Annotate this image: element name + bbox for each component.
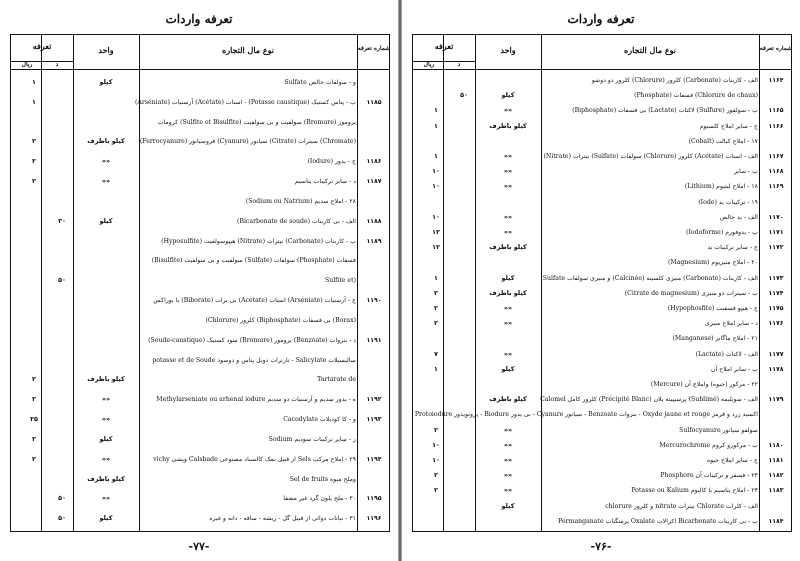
table-row bbox=[11, 251, 389, 271]
item-description: الف - بی کاربنات (Bicarbonate de soude) bbox=[236, 217, 356, 225]
unit-cell: کیلو bbox=[501, 91, 515, 100]
table-row bbox=[11, 450, 389, 470]
item-description: ب - مرکورو کروم Mercurochrome bbox=[659, 441, 758, 449]
tariff-number: ۱۱۸۸ bbox=[366, 217, 382, 225]
tariff-number: ۱۱۸۵ bbox=[366, 98, 382, 106]
table-row bbox=[11, 212, 389, 232]
item-description: الف - کاربنات (Carbonate) کلرور (Chlorure) کلرور دو دوشو bbox=[591, 77, 758, 84]
unit-cell: »» bbox=[503, 106, 513, 115]
item-description: ب - سایر bbox=[733, 168, 758, 176]
rial-cell: ۲ bbox=[434, 288, 438, 297]
table-row bbox=[413, 103, 791, 118]
unit-header: واحد bbox=[98, 45, 114, 55]
rial-cell: ۱۰ bbox=[432, 182, 440, 191]
table-row bbox=[11, 331, 389, 351]
tariff-number: ۱۱۹۲ bbox=[366, 396, 382, 404]
table-row bbox=[11, 172, 389, 192]
table-row bbox=[413, 407, 791, 422]
item-description: ج - هیپو فسفیت (Hypophosfite) bbox=[667, 305, 758, 312]
page-number: -۷۶- bbox=[590, 540, 612, 553]
tariff-number: ۱۱۸۷ bbox=[366, 178, 382, 186]
unit-cell: کیلو bbox=[501, 501, 515, 510]
page-title: تعرفه واردات bbox=[165, 12, 233, 26]
rial-cell: ۱ bbox=[434, 364, 438, 373]
item-description: (Sulfite et bbox=[324, 277, 356, 285]
description-header: نوع مال التجاره bbox=[222, 45, 274, 55]
table-row bbox=[413, 468, 791, 483]
unit-cell: »» bbox=[503, 440, 513, 449]
rial-cell: ۷ bbox=[434, 349, 438, 358]
item-description: برومور (Bromure) سولفیت و بی سولفیت (Sulfite et Bisulfite) کرومات bbox=[157, 118, 356, 126]
rial-cell: ۱۰ bbox=[432, 456, 440, 464]
item-description: سالیسیلات Salicylate - تارترات دوبل پتاس و دوسود potasse et de Soude bbox=[152, 356, 356, 364]
item-description: ۲۲ - مرکور (جیوه) واملاح آن (Mercure) bbox=[650, 381, 758, 388]
table-row bbox=[413, 453, 791, 468]
unit-cell: کیلو باظرف bbox=[489, 243, 527, 252]
dinar-cell: ۳۰ bbox=[58, 216, 66, 225]
unit-cell: »» bbox=[503, 228, 513, 236]
table-row bbox=[11, 93, 389, 113]
item-description: ج - سایر ترکیبات ید bbox=[707, 244, 758, 252]
table-row bbox=[11, 430, 389, 450]
tariff-number: ۱۱۷۲ bbox=[768, 244, 784, 252]
table-row bbox=[11, 232, 389, 252]
tariff-number: ۱۱۷۶ bbox=[768, 320, 784, 328]
table-row bbox=[11, 192, 389, 212]
rial-cell: ۲ bbox=[434, 471, 438, 480]
table-row bbox=[11, 291, 389, 311]
item-description: ۳۱ - نباتات دوائی از قبیل گل - ریشه - ساقه - دانه و غیره bbox=[209, 515, 356, 523]
table-row bbox=[413, 377, 791, 392]
unit-cell: »» bbox=[101, 157, 111, 166]
tariff-number: ۱۱۸۳ bbox=[768, 487, 784, 495]
table-row bbox=[413, 210, 791, 225]
rial-cell: ۱ bbox=[32, 97, 36, 106]
dinar-header: د bbox=[55, 61, 59, 68]
item-description: ۲۴ - املاح پتاسیم یا کالیوم Potasse ou Kalium bbox=[631, 487, 758, 495]
item-description: ب - یدوفورم (Iodoforme) bbox=[686, 229, 758, 236]
rial-cell: ۱ bbox=[434, 273, 438, 282]
item-description: ب - پتاس کستیک (Potasse caustique) - استات (Acétate) آرسنیات (Arséniate) bbox=[135, 98, 356, 106]
item-description: ۳۰ - ملح پلون گرد غیر مصفا bbox=[283, 495, 356, 503]
unit-cell: کیلو باظرف bbox=[489, 395, 527, 404]
table-row bbox=[413, 88, 791, 103]
item-description: ج - سایر املاح جیوه bbox=[706, 457, 758, 464]
table-row bbox=[413, 195, 791, 210]
unit-cell: »» bbox=[503, 425, 513, 434]
rial-cell: ۲ bbox=[32, 454, 36, 463]
number-header: شماره تعرفه bbox=[357, 45, 391, 52]
unit-cell: کیلو باظرف bbox=[87, 474, 125, 483]
item-description: ۲۹ - املاح مرکب Sels از قبیل نمک کالسباد مصنوعی Calsbade وپشی vichy bbox=[153, 455, 356, 463]
table-row bbox=[413, 73, 791, 88]
item-description: و - کا کودیلات Cacodylate bbox=[283, 416, 356, 424]
table-row bbox=[413, 134, 791, 149]
rial-cell: ۱ bbox=[434, 121, 438, 130]
tariff-number: ۱۱۹۵ bbox=[366, 495, 382, 503]
page-title: تعرفه واردات bbox=[567, 12, 635, 26]
table-row bbox=[413, 499, 791, 514]
item-description: ب - کاربنات (Carbonate) نیترات (Nitrate) هیپوسولفیت (Hyposulfite) bbox=[161, 237, 356, 245]
dinar-cell: ۵۰ bbox=[460, 91, 468, 100]
unit-cell: »» bbox=[503, 167, 513, 176]
rial-cell: ۱۲ bbox=[432, 243, 440, 252]
tariff-number: ۱۱۹۴ bbox=[366, 455, 382, 463]
table-row bbox=[413, 255, 791, 270]
unit-cell: »» bbox=[503, 456, 513, 464]
table-row bbox=[413, 514, 791, 529]
item-description: وملح میوه Sel de fruits bbox=[289, 475, 356, 483]
dinar-cell: ۵۰ bbox=[58, 276, 66, 285]
unit-cell: کیلو باظرف bbox=[87, 375, 125, 384]
rial-cell: ۲ bbox=[32, 177, 36, 186]
tariff-table bbox=[10, 34, 390, 532]
number-header: شماره تعرفه bbox=[759, 45, 793, 52]
table-row bbox=[413, 149, 791, 164]
table-row bbox=[413, 164, 791, 179]
tariff-number: ۱۱۸۱ bbox=[768, 457, 784, 464]
item-description: سولفو سیانور Sulfocyanure bbox=[679, 426, 758, 434]
dinar-cell: ۵۰ bbox=[58, 494, 66, 503]
table-row bbox=[413, 119, 791, 134]
unit-cell: »» bbox=[101, 454, 111, 463]
table-row bbox=[11, 470, 389, 490]
unit-cell: »» bbox=[503, 486, 513, 495]
rial-cell: ۲۵ bbox=[30, 415, 38, 424]
table-row bbox=[413, 392, 791, 407]
tariff-number: ۱۱۶۵ bbox=[768, 107, 784, 115]
item-description: (Chlorure de chaux) فسفات (Phosphate) bbox=[634, 92, 758, 100]
table-row bbox=[11, 410, 389, 430]
item-description: ب - سایر املاح آن bbox=[711, 365, 758, 373]
unit-cell: کیلو bbox=[501, 273, 515, 282]
table-row bbox=[413, 316, 791, 331]
rial-cell: ۱۰ bbox=[432, 440, 440, 449]
unit-cell: »» bbox=[503, 212, 513, 221]
table-row bbox=[11, 311, 389, 331]
rial-cell: ۲ bbox=[434, 425, 438, 434]
table-row bbox=[413, 483, 791, 498]
tariff-number: ۱۱۸۲ bbox=[768, 472, 784, 480]
dinar-header: د bbox=[457, 61, 461, 68]
item-description: ب - بی کاربنات Bicarbonate اکزالات Oxalate پرمنگنات Permanganate bbox=[558, 517, 758, 525]
tariff-number: ۱۱۶۹ bbox=[768, 183, 784, 191]
tariff-number: ۱۱۷۴ bbox=[768, 289, 784, 297]
table-row bbox=[413, 438, 791, 453]
table-row bbox=[413, 331, 791, 346]
item-description: ۱۸ - املاح لیتیوم (Lithium) bbox=[684, 183, 758, 191]
item-description: ۱۷ - املاح کبالت (Cobalt) bbox=[688, 137, 758, 145]
item-description: الف - کاربنات (Carbonate) منیزی کلسینه (Calcinée) و منیزی سولفات Sulfate bbox=[542, 274, 758, 282]
unit-cell: »» bbox=[503, 471, 513, 480]
item-description: د - سایر ترکیبات پتاسیم bbox=[294, 178, 356, 186]
tariff-number: ۱۱۷۵ bbox=[768, 305, 784, 312]
unit-cell: »» bbox=[101, 415, 111, 424]
rial-cell: ۱ bbox=[434, 152, 438, 160]
rial-cell: ۱ bbox=[32, 78, 36, 86]
left-page bbox=[0, 0, 398, 561]
rial-cell: ۲ bbox=[434, 486, 438, 495]
tariff-number: ۱۱۷۹ bbox=[768, 396, 784, 404]
rial-cell: ۱۲ bbox=[432, 228, 440, 236]
rial-cell: ۲ bbox=[32, 157, 36, 166]
rial-header: ریال bbox=[423, 61, 435, 68]
unit-cell: »» bbox=[503, 152, 513, 160]
unit-cell: کیلو bbox=[99, 434, 113, 443]
tariff-number: ۱۱۸۰ bbox=[768, 441, 784, 449]
rial-cell: ۱۰ bbox=[432, 167, 440, 176]
rial-cell: ۱ bbox=[434, 106, 438, 115]
item-description: ج - یدور (Iodure) bbox=[307, 158, 356, 166]
item-description: ۲۰ - املاح منیزیوم (Magnesium) bbox=[667, 259, 758, 267]
tariff-header: تعرفه bbox=[32, 41, 52, 51]
rial-cell: ۲ bbox=[32, 137, 36, 146]
unit-cell: کیلو باظرف bbox=[489, 288, 527, 297]
table-row bbox=[11, 509, 389, 529]
table-row bbox=[11, 351, 389, 371]
tariff-number: ۱۱۶۷ bbox=[768, 153, 784, 160]
tariff-number: ۱۱۷۳ bbox=[768, 274, 784, 282]
table-row bbox=[413, 286, 791, 301]
unit-cell: »» bbox=[101, 494, 111, 503]
table-row bbox=[413, 347, 791, 362]
tariff-number: ۱۱۷۸ bbox=[768, 365, 784, 373]
item-description: (Borax) بی فسفات (Biphosphate) کلرور (Chlorure) bbox=[205, 316, 356, 324]
item-description: الف - لاکتات (Lactate) bbox=[695, 350, 758, 358]
tariff-number: ۱۱۸۶ bbox=[366, 158, 382, 166]
unit-cell: »» bbox=[503, 182, 513, 191]
item-description: اکسید زرد و قرمز Oxyde jaune et rouge - بنزوات Benzoate - سیانور Cyanure - بی یدور Biodure - پروتویدور Protoiodure bbox=[414, 411, 758, 419]
unit-header: واحد bbox=[500, 45, 516, 55]
tariff-number: ۱۱۷۷ bbox=[768, 350, 784, 358]
table-row bbox=[413, 362, 791, 377]
tariff-number: ۱۱۶۸ bbox=[768, 168, 784, 176]
rial-cell: ۲ bbox=[32, 434, 36, 443]
table-row bbox=[11, 132, 389, 152]
item-description: ج - سایر املاح کلسیوم bbox=[699, 122, 758, 130]
item-description: الف - استات (Acétate) کلرور (Chlorure) سولفات (Sulfate) نیترات (Nitrate) bbox=[543, 153, 758, 160]
table-row bbox=[11, 152, 389, 172]
table-row bbox=[413, 271, 791, 286]
tariff-number: ۱۱۶۶ bbox=[768, 122, 784, 130]
unit-cell: کیلو bbox=[99, 216, 113, 225]
item-description: د - بنزوات (Benzoate) برومور (Bromure) سود کستیک (Soude-caustique) bbox=[148, 336, 356, 344]
table-row bbox=[11, 113, 389, 133]
table-row bbox=[11, 73, 389, 93]
rial-cell: ۲ bbox=[32, 395, 36, 404]
unit-cell: »» bbox=[101, 395, 111, 404]
item-description: فسفات (Phosphate) سولفات (Sulfate) سولفیت و بی سولفیت (Bisulfite) bbox=[151, 257, 356, 265]
tariff-number: ۱۱۹۶ bbox=[366, 515, 382, 523]
item-description: ه - یدور سدیم و آرسنیات دو سدیم Methylarseniate ou arhenal iodure bbox=[156, 396, 356, 404]
tariff-number: ۱۱۹۰ bbox=[366, 297, 382, 305]
tariff-number: ۱۱۷۰ bbox=[768, 213, 784, 221]
table-row bbox=[413, 240, 791, 255]
item-description: Tartarate de bbox=[317, 376, 356, 384]
page-number: -۷۷- bbox=[188, 540, 210, 553]
tariff-number: ۱۱۹۱ bbox=[366, 336, 382, 344]
item-description: (Chromate) سیترات (Citrate) سیانور (Cyanure) فروسیانور (Ferrocyanure) bbox=[139, 138, 356, 146]
rial-cell: ۲ bbox=[434, 319, 438, 328]
rial-header: ریال bbox=[21, 61, 33, 68]
tariff-number: ۱۱۸۹ bbox=[366, 237, 382, 245]
tariff-number: ۱۱۷۱ bbox=[768, 229, 784, 236]
description-header: نوع مال التجاره bbox=[624, 45, 676, 55]
item-description: ۱۹ - ترکیبات ید (Iode) bbox=[698, 198, 758, 206]
item-description: ج - آرسنیات (Arséniate) استات (Acétate) بی برات (Biborate) یا بوراکس bbox=[153, 297, 356, 305]
table-row bbox=[413, 423, 791, 438]
table-row bbox=[413, 179, 791, 194]
tariff-table bbox=[412, 34, 792, 532]
unit-cell: »» bbox=[503, 349, 513, 358]
table-row bbox=[413, 301, 791, 316]
table-row bbox=[413, 225, 791, 240]
unit-cell: کیلو باظرف bbox=[87, 137, 125, 146]
unit-cell: »» bbox=[101, 177, 111, 186]
item-description: ز - سایر ترکیبات سودیم Sodium bbox=[268, 435, 356, 443]
tariff-number: ۱۱۶۴ bbox=[768, 77, 784, 84]
item-description: الف - سوبلیمه (Sublimé) پرسیپیته بلان (Précipité Blanc) کلرور کامل Calomel bbox=[540, 396, 758, 404]
tariff-header: تعرفه bbox=[434, 41, 454, 51]
unit-cell: »» bbox=[503, 304, 513, 312]
tariff-number: ۱۱۹۳ bbox=[366, 416, 382, 424]
item-description: الف - ید خالص bbox=[719, 213, 758, 221]
item-description: ۲۸ - املاح سدیم (Sodium ou Natrium) bbox=[245, 197, 356, 205]
unit-cell: کیلو باظرف bbox=[489, 121, 527, 130]
tariff-number: ۱۱۸۴ bbox=[768, 517, 784, 525]
unit-cell: کیلو bbox=[99, 514, 113, 523]
unit-cell: کیلو bbox=[99, 78, 113, 86]
item-description: ۲۱ - املاح ماگانز (Manganese) bbox=[672, 335, 758, 343]
item-description: د - سایر املاح منیزی bbox=[705, 320, 758, 328]
rial-cell: ۱۰ bbox=[432, 212, 440, 221]
item-description: و - سولفات خالص Sulfate bbox=[284, 79, 356, 86]
item-description: ب - سیترات دو منیزی (Citrate de magnesium) bbox=[624, 289, 758, 297]
item-description: ۲۳ - فسفر و ترکیبات آن Phosphore bbox=[660, 472, 758, 480]
table-row bbox=[11, 390, 389, 410]
right-page bbox=[402, 0, 800, 561]
dinar-cell: ۵۰ bbox=[58, 514, 66, 523]
item-description: الف - کلرات Chlorate نیترات nitrate و کلرور chlorure bbox=[605, 502, 758, 510]
unit-cell: کیلو bbox=[501, 364, 515, 373]
table-row bbox=[11, 489, 389, 509]
unit-cell: »» bbox=[503, 319, 513, 328]
table-row bbox=[11, 271, 389, 291]
rial-cell: ۲ bbox=[32, 375, 36, 384]
rial-cell: ۲ bbox=[434, 304, 438, 312]
item-description: ب - سولفور (Sulfure) لاکتات (Lactate) بی فسفات (Biphosphate) bbox=[572, 107, 758, 115]
table-row bbox=[11, 370, 389, 390]
